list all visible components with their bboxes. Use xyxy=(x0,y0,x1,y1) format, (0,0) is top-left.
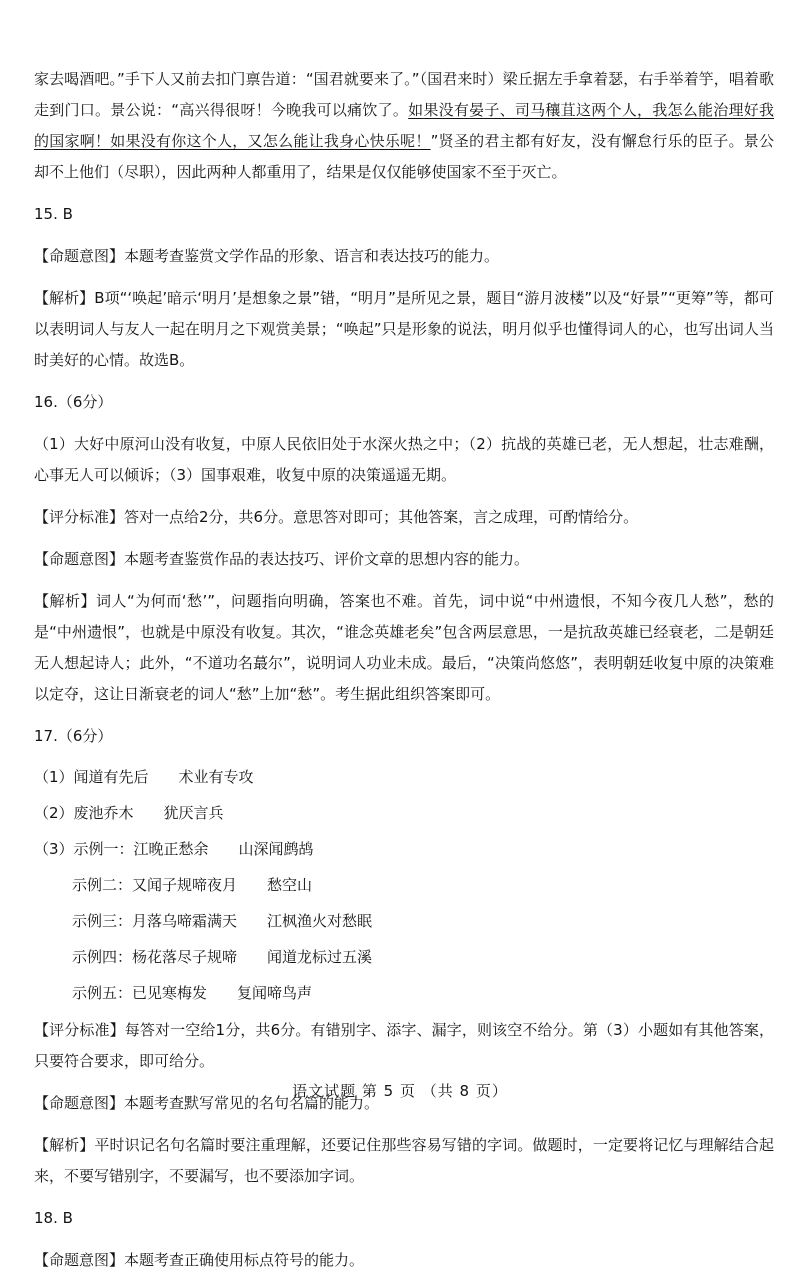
criteria-text: 答对一点给2分，共6分。意思答对即可；其他答案，言之成理，可酌情给分。 xyxy=(124,508,639,526)
q17-example-2 xyxy=(72,871,774,899)
criteria-label: 【评分标准】 xyxy=(34,508,125,526)
q16-intent xyxy=(34,544,774,575)
analysis-label: 【解析】 xyxy=(34,592,96,610)
intent-text: 本题考查正确使用标点符号的能力。 xyxy=(124,1251,365,1269)
q17-item-2 xyxy=(34,799,774,827)
q17-criteria xyxy=(34,1015,774,1077)
q16-number: 16.（6分） xyxy=(34,393,113,411)
translation-text-rest: ”贤圣的君主都有好友，没有懈怠行乐的臣子。景公却不上他们（尽职），因此两种人都重用了，结果是仅仅能够使国家不至于灭亡。 xyxy=(34,132,774,181)
analysis-text: B项“‘唤起’暗示‘明月’是想象之景”错，“明月”是所见之景，题目“游月波楼”以及“好景”“更筹”等，都可以表明词人与友人一起在明月之下观赏美景；“唤起”只是形象的说法，明月似乎也懂得词人的心，也写出词人当时美好的心情。故选B。 xyxy=(34,289,774,369)
item-part-b: 术业有专攻 xyxy=(178,768,254,786)
intent-text: 本题考查鉴赏作品的表达技巧、评价文章的思想内容的能力。 xyxy=(124,550,530,568)
intent-label: 【命题意图】 xyxy=(34,550,125,568)
q18-intent xyxy=(34,1245,774,1276)
criteria-label: 【评分标准】 xyxy=(34,1021,125,1039)
item-part-a: （1）闻道有先后 xyxy=(34,768,149,786)
item-part-b: 复闻啼鸟声 xyxy=(237,984,313,1002)
q16-answer: （1）大好中原河山没有收复，中原人民依旧处于水深火热之中；（2）抗战的英雄已老，无人想起，壮志难酬，心事无人可以倾诉；（3）国事艰难，收复中原的决策遥遥无期。 xyxy=(34,435,774,484)
q17-analysis xyxy=(34,1130,774,1192)
item-part-b: 愁空山 xyxy=(267,876,313,894)
item-part-b: 山深闻鹧鸪 xyxy=(238,840,314,858)
criteria-text: 每答对一空给1分，共6分。有错别字、添字、漏字，则该空不给分。第（3）小题如有其他答案，只要符合要求，即可给分。 xyxy=(34,1021,774,1070)
item-part-b: 犹厌言兵 xyxy=(163,804,224,822)
q15-intent xyxy=(34,241,774,272)
intent-label: 【命题意图】 xyxy=(34,1094,125,1112)
item-part-a: （3）示例一：江晚正愁余 xyxy=(34,840,209,858)
q18-number: 18. B xyxy=(34,1209,73,1227)
item-part-a: 示例四：杨花落尽子规啼 xyxy=(72,948,238,966)
q17-item-3-example-1 xyxy=(34,835,774,863)
item-part-a: 示例三：月落乌啼霜满天 xyxy=(72,912,238,930)
analysis-label: 【解析】 xyxy=(34,289,95,307)
answer-page xyxy=(34,64,774,1287)
translation-underlined: 如果没有晏子、司马穰苴这两个人，我怎么能治理好我的国家啊！如果没有你这个人，又怎么能让我身心快乐呢！ xyxy=(34,101,774,150)
q16-analysis xyxy=(34,586,774,710)
item-part-a: （2）废池乔木 xyxy=(34,804,134,822)
q15-number: 15. B xyxy=(34,205,73,223)
item-part-b: 闻道龙标过五溪 xyxy=(267,948,373,966)
q17-number: 17.（6分） xyxy=(34,727,113,745)
analysis-label: 【解析】 xyxy=(34,1136,95,1154)
q17-example-3 xyxy=(72,907,774,935)
q16-criteria xyxy=(34,502,774,533)
item-part-a: 示例五：已见寒梅发 xyxy=(72,984,208,1002)
translation-text: 家去喝酒吧。”手下人又前去扣门禀告道：“国君就要来了。”（国君来时）梁丘据左手拿着瑟，右手举着竽，唱着歌走到门口。景公说：“高兴得很呀！今晚我可以痛饮了。 xyxy=(34,70,774,119)
intent-text: 本题考查默写常见的名句名篇的能力。 xyxy=(124,1094,380,1112)
page-footer: 语文试题 第 5 页 （共 8 页） xyxy=(292,1082,508,1100)
item-part-a: 示例二：又闻子规啼夜月 xyxy=(72,876,238,894)
intent-label: 【命题意图】 xyxy=(34,1251,125,1269)
passage-translation xyxy=(34,64,774,188)
q17-item-1 xyxy=(34,763,774,791)
analysis-text: 词人“为何而‘愁’”，问题指向明确，答案也不难。首先，词中说“中州遗恨，不知今夜几人愁”，愁的是“中州遗恨”，也就是中原没有收复。其次，“谁念英雄老矣”包含两层意思，一是抗敌英雄已经衰老，二是朝廷无人想起诗人；此外，“不道功名蕞尔”，说明词人功业未成。最后，“决策尚悠悠”，表明朝廷收复中原的决策难以定夺，这让日渐衰老的词人“愁”上加“愁”。考生据此组织答案即可。 xyxy=(34,592,774,703)
q17-example-5 xyxy=(72,979,774,1007)
q15-analysis xyxy=(34,283,774,376)
q17-example-4 xyxy=(72,943,774,971)
item-part-b: 江枫渔火对愁眠 xyxy=(267,912,373,930)
analysis-text: 平时识记名句名篇时要注重理解，还要记住那些容易写错的字词。做题时，一定要将记忆与理解结合起来，不要写错别字，不要漏写，也不要添加字词。 xyxy=(34,1136,774,1185)
intent-text: 本题考查鉴赏文学作品的形象、语言和表达技巧的能力。 xyxy=(124,247,500,265)
intent-label: 【命题意图】 xyxy=(34,247,125,265)
